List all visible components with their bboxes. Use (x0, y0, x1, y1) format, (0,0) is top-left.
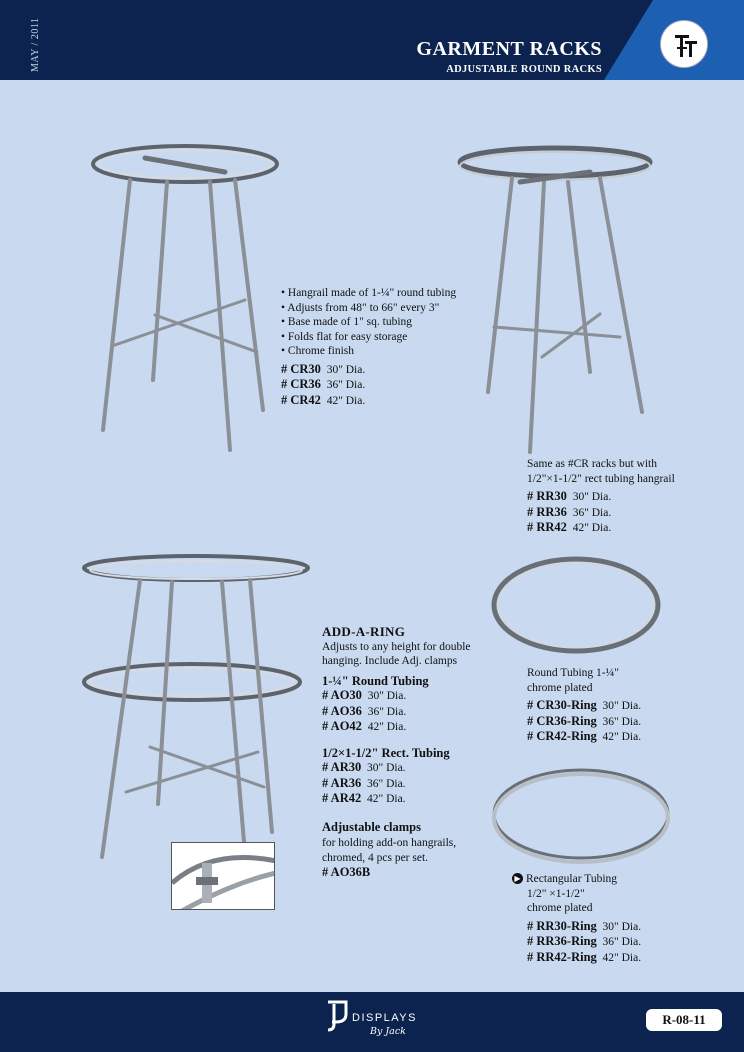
product-size: 36" Dia. (367, 777, 406, 790)
product-size: 36" Dia. (326, 379, 366, 391)
clamp-detail-image (171, 842, 275, 910)
brand-name: DISPLAYS (352, 1012, 417, 1024)
rr-ring-code-row (512, 950, 641, 966)
product-code: # CR30-Ring (527, 698, 597, 712)
cr-round-rack-image (85, 140, 285, 460)
rr-ring-code-row (512, 934, 641, 950)
rr-block (527, 457, 675, 536)
cr-bullet: • Base made of 1" sq. tubing (281, 316, 413, 328)
product-code: # CR42-Ring (527, 729, 597, 743)
rr-ring-code-row (512, 919, 641, 935)
cr-ring-code-row (527, 698, 641, 714)
tt-monogram-icon (660, 20, 708, 68)
round-ring-block (527, 666, 641, 745)
rect-ring-desc: 1/2" ×1-1/2" (527, 887, 585, 900)
product-code: # AO30 (322, 688, 362, 702)
add-a-ring-heading: ADD-A-RING (322, 624, 406, 639)
rr-desc: Same as #CR racks but with (527, 458, 657, 470)
product-size: 42" Dia. (572, 522, 612, 534)
product-code: # RR36-Ring (527, 934, 597, 948)
round-tubing-heading: 1-¼" Round Tubing (322, 673, 429, 688)
rect-ring-desc-text: Rectangular Tubing (526, 873, 618, 885)
cr-bullet: • Folds flat for easy storage (281, 330, 408, 343)
product-size: 30" Dia. (602, 920, 642, 933)
product-code: # RR30 (527, 489, 567, 503)
product-code: # AR42 (322, 791, 362, 805)
product-size: 42" Dia. (367, 793, 406, 805)
product-size: 36" Dia. (602, 936, 642, 948)
jp-logo-icon (324, 998, 350, 1032)
product-code: # RR42 (527, 520, 567, 534)
ao-code-row (322, 719, 471, 735)
arrow-right-icon: ▶ (512, 873, 523, 884)
rect-ring-image (490, 764, 672, 864)
ao-code-row (322, 704, 471, 720)
product-size: 42" Dia. (602, 951, 642, 964)
rr-code-row (527, 505, 675, 521)
product-size: 30" Dia. (572, 491, 612, 503)
cr-bullet: • Adjusts from 48" to 66" every 3" (281, 301, 440, 314)
rr-code-row (527, 520, 675, 536)
brand-tagline: By Jack (370, 1026, 406, 1037)
product-code: # RR36 (527, 504, 567, 519)
product-code: # CR36-Ring (527, 713, 597, 728)
ao-code-row (322, 688, 471, 704)
round-ring-image (490, 555, 662, 655)
rr-rect-rack-image (450, 142, 660, 452)
cr-ring-code-row (527, 714, 641, 730)
rect-ring-desc (512, 872, 641, 887)
product-size: 30" Dia. (326, 363, 366, 376)
ar-code-row (322, 776, 471, 792)
product-code: # AO36 (322, 703, 362, 718)
add-a-ring-block (322, 625, 471, 881)
product-size: 36" Dia. (602, 715, 642, 728)
product-size: 36" Dia. (572, 506, 612, 519)
product-size: 30" Dia. (367, 762, 406, 774)
issue-date: MAY / 2011 (30, 17, 41, 72)
page-title: GARMENT RACKS (416, 38, 602, 60)
page-subtitle: ADJUSTABLE ROUND RACKS (446, 64, 602, 75)
clamps-code (322, 865, 471, 881)
add-a-ring-rack-image (80, 552, 315, 862)
page-code: R-08-11 (646, 1009, 722, 1031)
ar-code-row (322, 760, 471, 776)
round-ring-desc: chrome plated (527, 681, 593, 694)
rr-code-row (527, 489, 675, 505)
ar-code-row (322, 791, 471, 807)
rect-ring-block (512, 872, 641, 965)
product-size: 42" Dia. (326, 394, 366, 407)
product-code: # CR42 (281, 392, 321, 407)
clamps-desc: for holding add-on hangrails, (322, 837, 457, 849)
rr-desc: 1/2"×1-1/2" rect tubing hangrail (527, 472, 675, 485)
product-code: # AR30 (322, 760, 362, 774)
product-code: # CR36 (281, 377, 321, 391)
cr-code-row (281, 377, 456, 393)
product-code: # RR42-Ring (527, 949, 597, 964)
add-a-ring-desc: hanging. Include Adj. clamps (322, 655, 458, 667)
rect-ring-desc: chrome plated (527, 902, 593, 914)
clamps-desc: chromed, 4 pcs per set. (322, 851, 429, 864)
rect-tubing-heading: 1/2×1-1/2" Rect. Tubing (322, 745, 450, 760)
product-code: # RR30-Ring (527, 918, 597, 933)
round-ring-desc: Round Tubing 1-¼" (527, 667, 619, 679)
product-code: # AO42 (322, 719, 362, 733)
product-size: 30" Dia. (367, 690, 407, 702)
product-code: # CR30 (281, 361, 321, 376)
cr-bullet: • Hangrail made of 1-¼" round tubing (281, 287, 457, 299)
cr-features (281, 286, 456, 408)
product-code: # AO36B (322, 865, 371, 879)
clamps-heading: Adjustable clamps (322, 819, 421, 834)
add-a-ring-desc: Adjusts to any height for double (322, 640, 471, 653)
cr-ring-code-row (527, 729, 641, 745)
cr-code-row (281, 362, 456, 378)
product-size: 36" Dia. (367, 705, 407, 718)
product-size: 42" Dia. (602, 731, 642, 743)
product-size: 42" Dia. (367, 721, 407, 733)
cr-bullet: • Chrome finish (281, 345, 355, 357)
product-code: # AR36 (322, 775, 362, 790)
cr-code-row (281, 393, 456, 409)
product-size: 30" Dia. (602, 700, 642, 712)
